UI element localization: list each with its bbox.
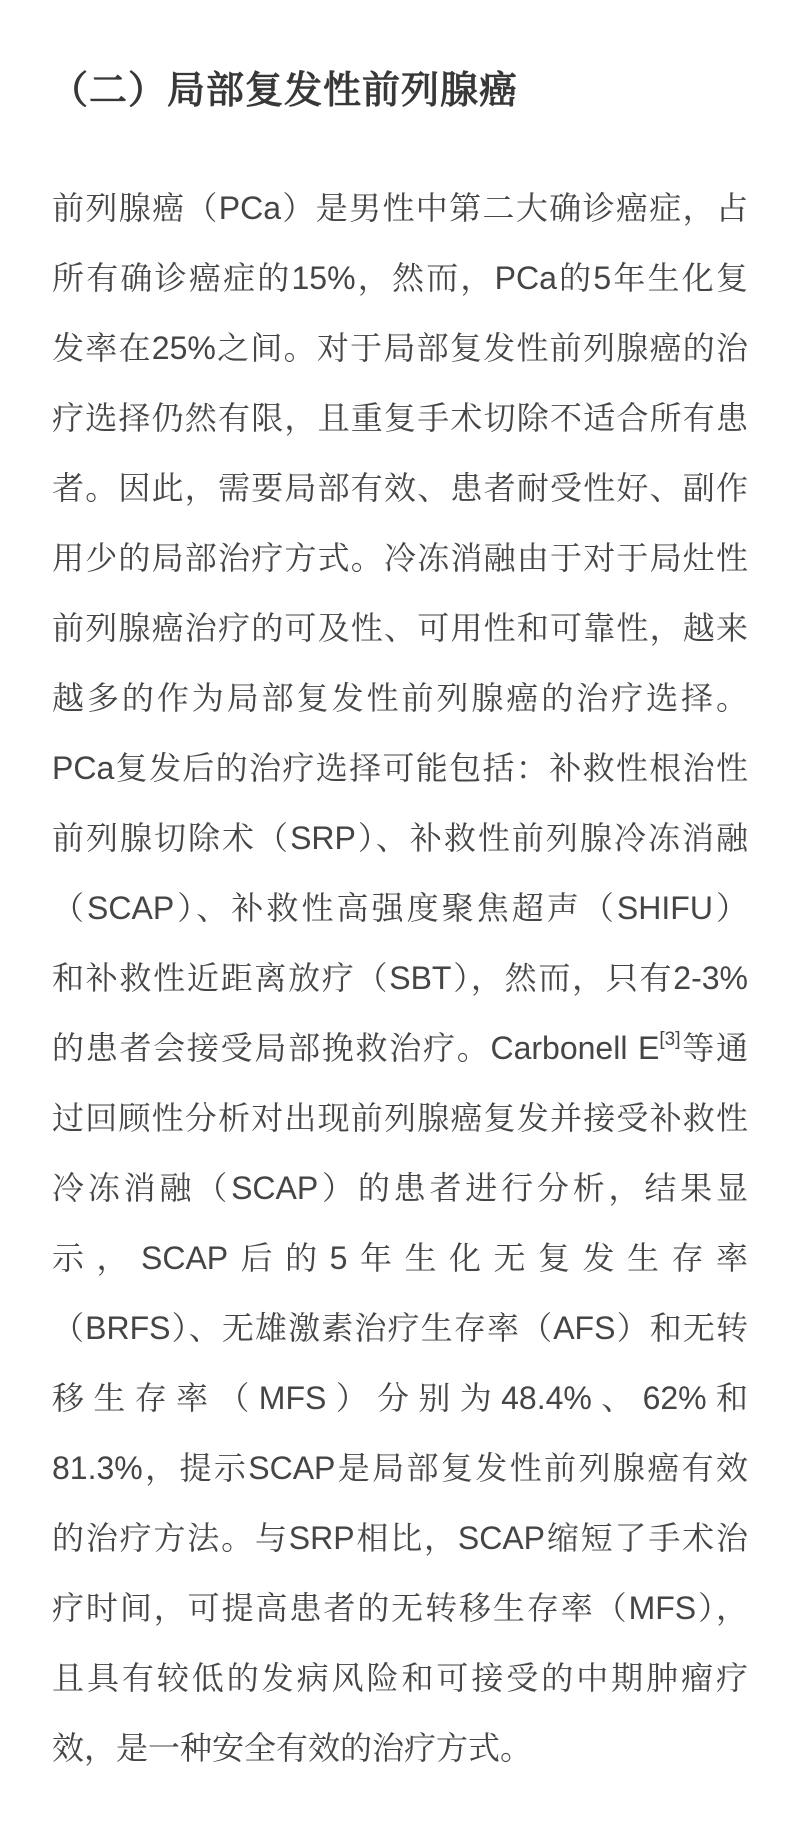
paragraph-line: 前列腺癌（PCa）是男性中第二大确诊癌症，占 (52, 190, 748, 226)
paragraph-line: 所有确诊癌症的15%，然而，PCa的5年生化复 (52, 260, 748, 296)
paragraph-line: 且具有较低的发病风险和可接受的中期肿瘤疗 (52, 1660, 748, 1696)
paragraph-line: （SCAP）、补救性高强度聚焦超声（SHIFU） (52, 890, 748, 926)
paragraph-line: 过回顾性分析对出现前列腺癌复发并接受补救性 (52, 1100, 748, 1136)
paragraph-line: 和补救性近距离放疗（SBT），然而，只有2-3% (52, 960, 748, 996)
paragraph-line: PCa复发后的治疗选择可能包括：补救性根治性 (52, 750, 748, 786)
paragraph-line: （BRFS）、无雄激素治疗生存率（AFS）和无转 (52, 1310, 748, 1346)
body-paragraph (52, 173, 748, 1783)
line-text: 等通 (680, 1030, 748, 1066)
paragraph-line: 效，是一种安全有效的治疗方式。 (52, 1730, 533, 1766)
line-text: 的患者会接受局部挽救治疗。Carbonell E (52, 1030, 660, 1066)
section-heading: （二）局部复发性前列腺癌 (50, 69, 519, 112)
paragraph-line: 冷冻消融（SCAP）的患者进行分析，结果显 (52, 1170, 748, 1206)
paragraph-line: 越多的作为局部复发性前列腺癌的治疗选择。 (52, 680, 748, 716)
paragraph-line: 81.3%，提示SCAP是局部复发性前列腺癌有效 (52, 1450, 748, 1486)
paragraph-line: 疗选择仍然有限，且重复手术切除不适合所有患 (52, 400, 748, 436)
paragraph-line: 疗时间，可提高患者的无转移生存率（MFS）， (52, 1590, 748, 1626)
paragraph-line (52, 1013, 748, 1083)
paragraph-line: 移生存率（MFS）分别为48.4%、62%和 (52, 1380, 748, 1416)
paragraph-line: 发率在25%之间。对于局部复发性前列腺癌的治 (52, 330, 748, 366)
paragraph-line: 者。因此，需要局部有效、患者耐受性好、副作 (52, 470, 748, 506)
citation-superscript: [3] (659, 1029, 681, 1050)
paragraph-line: 的治疗方法。与SRP相比，SCAP缩短了手术治 (52, 1520, 748, 1556)
paragraph-line: 前列腺切除术（SRP）、补救性前列腺冷冻消融 (52, 820, 748, 856)
paragraph-line: 用少的局部治疗方式。冷冻消融由于对于局灶性 (52, 540, 748, 576)
paragraph-line: 示，SCAP后的5年生化无复发生存率 (52, 1240, 748, 1276)
paragraph-line: 前列腺癌治疗的可及性、可用性和可靠性，越来 (52, 610, 748, 646)
